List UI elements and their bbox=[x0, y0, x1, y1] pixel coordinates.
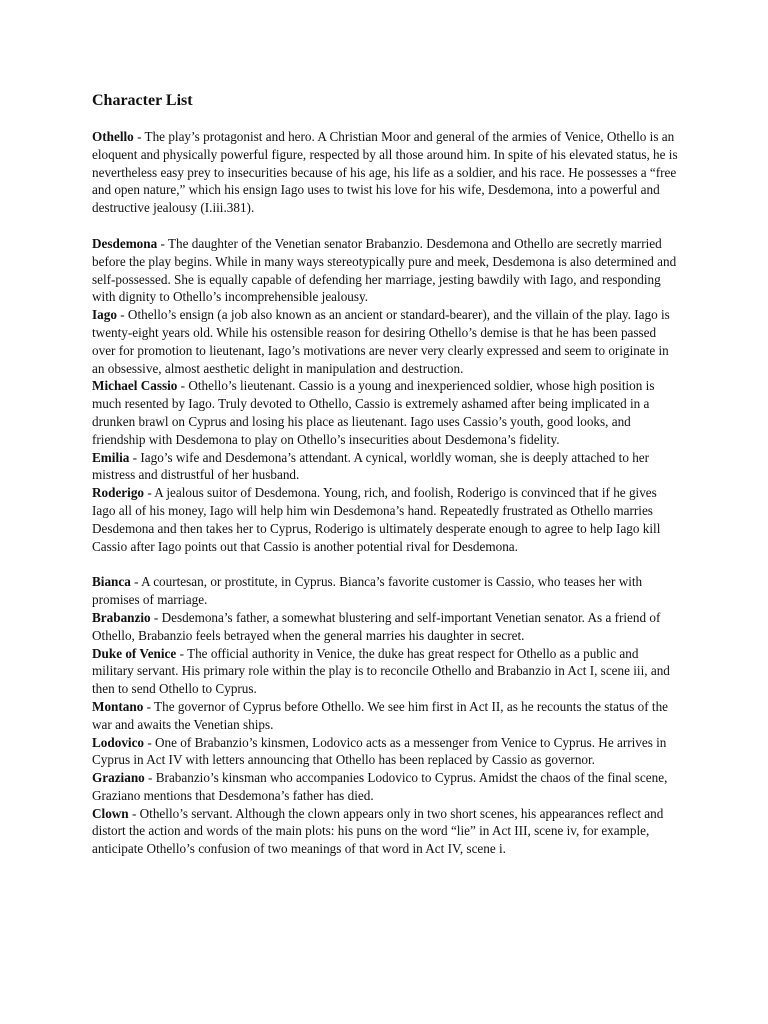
character-description: The play’s protagonist and hero. A Christian Moor and general of the armies of Venice, Othello is an eloquent and physically powerful figure, respected by all those around him. In spite of his elevated status, he is nevertheless easy prey to insecurities because of his age, his life as a soldier, and his race. He possesses a “free and open nature,” which his ensign Iago uses to twist his love for his wife, Desdemona, into a powerful and destructive jealousy (I.iii.381). bbox=[92, 129, 678, 216]
character-name: Othello bbox=[92, 129, 134, 144]
separator: - bbox=[144, 770, 156, 786]
character-description: Brabanzio’s kinsman who accompanies Lodovico to Cyprus. Amidst the chaos of the final scene, Graziano mentions that Desdemona’s father has died. bbox=[92, 770, 668, 803]
separator: - bbox=[116, 307, 128, 323]
character-description: A jealous suitor of Desdemona. Young, rich, and foolish, Roderigo is convinced that if he gives Iago all of his money, Iago will help him win Desdemona’s hand. Repeatedly frustrated as Othello marries Desdemona and then takes her to Cyprus, Roderigo is ultimately desperate enough to agree to help Iago kill Cassio after Iago points out that Cassio is another potential rival for Desdemona. bbox=[92, 485, 661, 554]
character-entry-desdemona bbox=[92, 235, 682, 306]
character-entry-iago bbox=[92, 306, 682, 377]
character-name: Iago bbox=[92, 307, 117, 323]
separator: - bbox=[144, 734, 156, 750]
separator: - bbox=[157, 235, 168, 251]
character-entry-bianca bbox=[92, 573, 682, 609]
character-name: Clown bbox=[92, 805, 129, 821]
character-description: Desdemona’s father, a somewhat blustering and self-important Venetian senator. As a friend of Othello, Brabanzio feels betrayed when the general marries his daughter in secret. bbox=[92, 609, 661, 643]
character-entry-roderigo bbox=[92, 484, 682, 555]
separator: - bbox=[144, 485, 155, 501]
character-name: Roderigo bbox=[92, 485, 145, 501]
character-name: Duke of Venice bbox=[92, 645, 177, 661]
character-description: A courtesan, or prostitute, in Cyprus. Bianca’s favorite customer is Cassio, who teases her with promises of marriage. bbox=[92, 574, 643, 608]
character-name: Emilia bbox=[92, 449, 130, 465]
separator: - bbox=[130, 574, 142, 590]
separator: - bbox=[128, 805, 140, 821]
character-name: Lodovico bbox=[92, 734, 145, 750]
page-title: Character List bbox=[92, 92, 193, 109]
character-description: The daughter of the Venetian senator Brabanzio. Desdemona and Othello are secretly married before the play begins. While in many ways stereotypically pure and meek, Desdemona is also determined and self-possessed. She is equally capable of defending her marriage, jesting bawdily with Iago, and responding with dignity to Othello’s incomprehensible jealousy. bbox=[92, 235, 677, 305]
character-description: Othello’s lieutenant. Cassio is a young and inexperienced soldier, whose high position is much resented by Iago. Truly devoted to Othello, Cassio is extremely ashamed after being implicated in a drunken brawl on Cyprus and losing his place as lieutenant. Iago uses Cassio’s youth, good looks, and friendship with Desdemona to play on Othello’s insecurities about Desdemona’s fidelity. bbox=[92, 378, 655, 447]
character-name: Brabanzio bbox=[92, 609, 151, 625]
character-name: Michael Cassio bbox=[92, 378, 178, 394]
character-name: Montano bbox=[92, 698, 144, 714]
character-name: Bianca bbox=[92, 574, 131, 590]
character-entry-lodovico bbox=[92, 734, 682, 770]
separator: - bbox=[133, 129, 145, 144]
character-description: The official authority in Venice, the duke has great respect for Othello as a public and military servant. His primary role within the play is to reconcile Othello and Brabanzio in Act I, scene iii, and then to send Othello to Cyprus. bbox=[92, 645, 670, 697]
character-name: Graziano bbox=[92, 770, 145, 786]
separator: - bbox=[129, 449, 141, 465]
character-entry-othello bbox=[92, 128, 682, 217]
character-entry-brabanzio bbox=[92, 609, 682, 645]
character-name: Desdemona bbox=[92, 235, 158, 251]
separator: - bbox=[176, 645, 188, 661]
character-entry-montano bbox=[92, 698, 682, 734]
character-description: One of Brabanzio’s kinsmen, Lodovico acts as a messenger from Venice to Cyprus. He arrives in Cyprus in Act IV with letters announcing that Othello has been replaced by Cassio as governor. bbox=[92, 734, 667, 768]
separator: - bbox=[150, 609, 162, 625]
document-page bbox=[92, 88, 682, 858]
character-description: Othello’s ensign (a job also known as an ancient or standard-bearer), and the villain of the play. Iago is twenty-eight years old. While his ostensible reason for desiring Othello’s demise is that he has been passed over for promotion to lieutenant, Iago’s motivations are never very clearly expressed and seem to originate in an obsessive, almost aesthetic delight in manipulation and destruction. bbox=[92, 307, 670, 376]
character-entry-michael-cassio bbox=[92, 377, 682, 448]
separator: - bbox=[177, 378, 189, 394]
character-description: Iago’s wife and Desdemona’s attendant. A cynical, worldly woman, she is deeply attached to her mistress and distrustful of her husband. bbox=[92, 449, 650, 483]
character-entry-graziano bbox=[92, 769, 682, 805]
character-entry-emilia bbox=[92, 449, 682, 485]
separator: - bbox=[143, 698, 155, 714]
character-entry-duke-of-venice bbox=[92, 645, 682, 698]
character-description: The governor of Cyprus before Othello. We see him first in Act II, as he recounts the status of the war and awaits the Venetian ships. bbox=[92, 698, 669, 732]
character-entry-clown bbox=[92, 805, 682, 858]
character-description: Othello’s servant. Although the clown appears only in two short scenes, his appearances reflect and distort the action and words of the main plots: his puns on the word “lie” in Act III, scene iv, for example, anticipate Othello’s confusion of two meanings of that word in Act IV, scene i. bbox=[92, 805, 664, 857]
